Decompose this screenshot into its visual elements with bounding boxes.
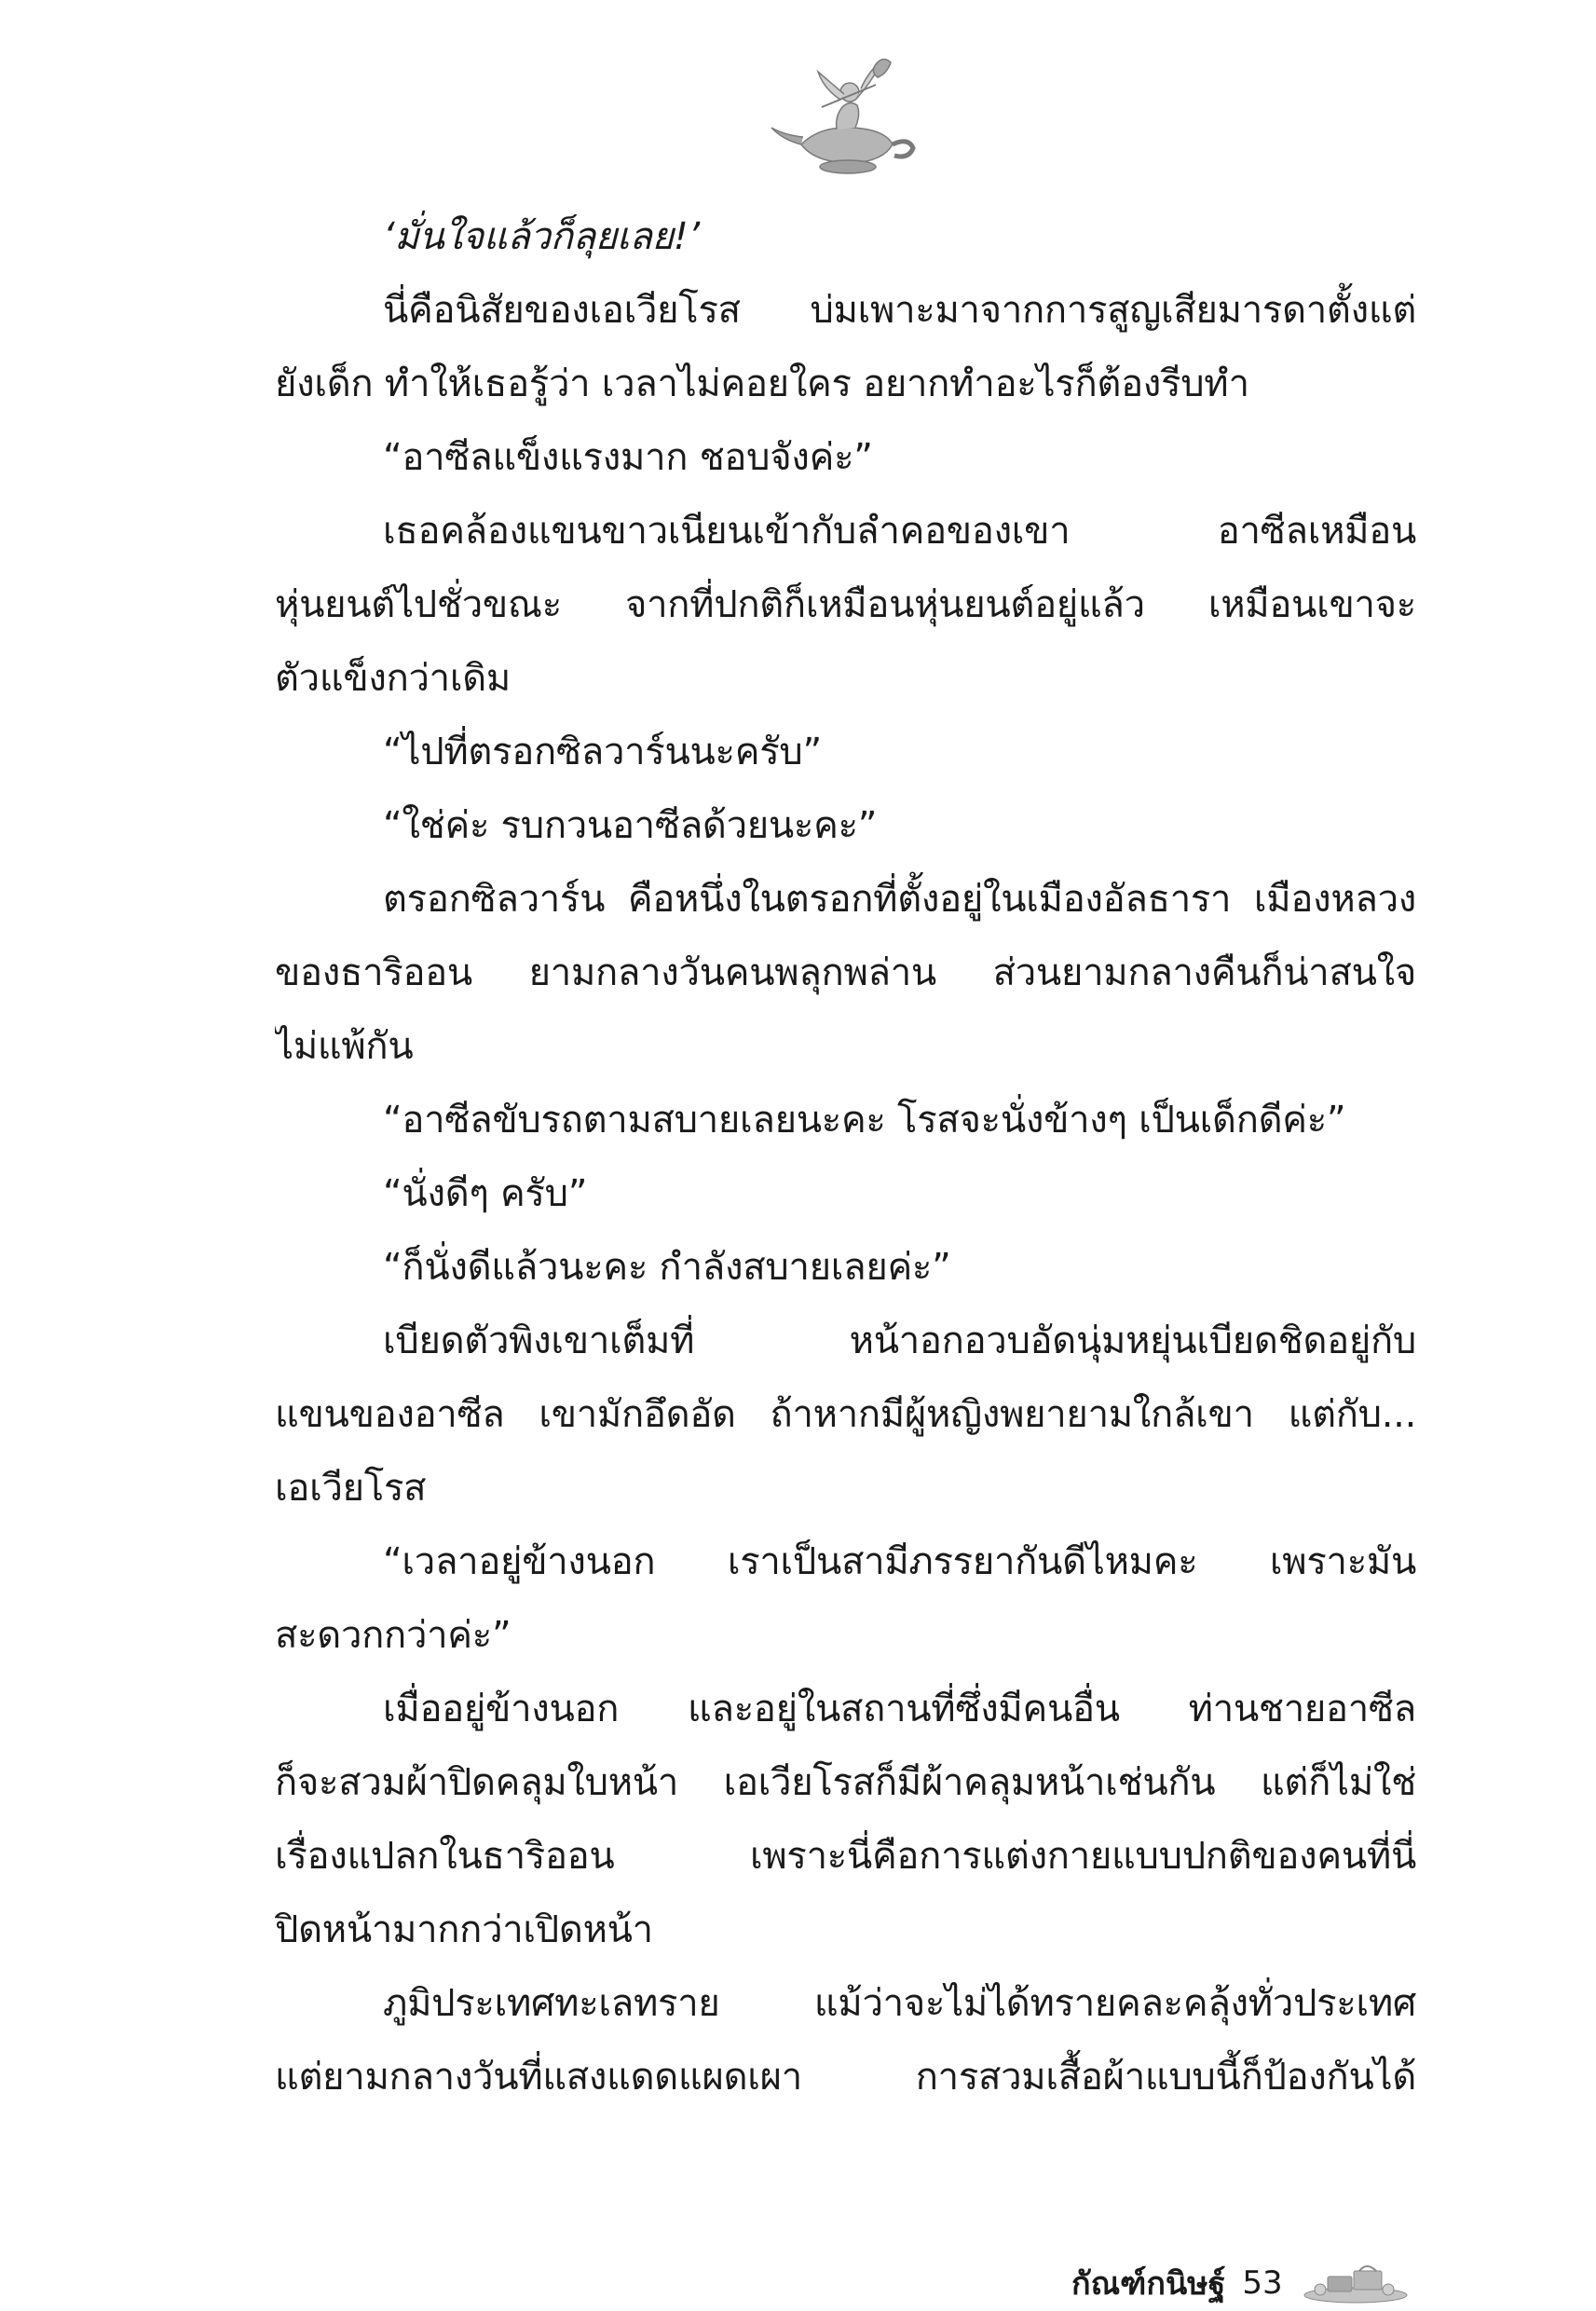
text-line: “ใช่ค่ะ รบกวนอาซีลด้วยนะคะ”	[383, 804, 878, 847]
text-line: สะดวกกว่าค่ะ”	[275, 1614, 512, 1657]
text-line: “ไปที่ตรอกซิลวาร์นนะครับ”	[383, 731, 822, 773]
text-line: “เวลาอยู่ข้างนอก เราเป็นสามีภรรยากันดีไหมคะ เพราะมัน	[383, 1540, 1416, 1583]
text-line: นี่คือนิสัยของเอเวียโรส บ่มเพาะมาจากการสูญเสียมารดาตั้งแต่	[383, 289, 1416, 332]
text-line: ‘มั่นใจแล้วก็ลุยเลย!’	[383, 215, 700, 258]
page-footer	[1071, 2260, 1412, 2306]
cupid-lamp-icon	[764, 51, 922, 177]
text-line: “นั่งดีๆ ครับ”	[383, 1172, 588, 1215]
text-line: “ก็นั่งดีแล้วนะคะ กำลังสบายเลยค่ะ”	[383, 1246, 951, 1289]
text-line: ภูมิประเทศทะเลทราย แม้ว่าจะไม่ได้ทรายคละคลุ้งทั่วประเทศ	[383, 1982, 1416, 2025]
text-line: แต่ยามกลางวันที่แสงแดดแผดเผา การสวมเสื้อผ้าแบบนี้ก็ป้องกันได้	[275, 2056, 1416, 2099]
text-line: เธอคล้องแขนขาวเนียนเข้ากับลำคอของเขา อาซีลเหมือน	[383, 510, 1416, 553]
text-line: ยังเด็ก ทำให้เธอรู้ว่า เวลาไม่คอยใคร อยากทำอะไรก็ต้องรีบทำ	[275, 362, 1249, 405]
text-line: ไม่แพ้กัน	[275, 1025, 414, 1068]
text-line: ตรอกซิลวาร์น คือหนึ่งในตรอกที่ตั้งอยู่ในเมืองอัลธารา เมืองหลวง	[383, 878, 1416, 921]
running-title: กัณฑ์กนิษฐ์	[1071, 2265, 1226, 2303]
text-line: ตัวแข็งกว่าเดิม	[275, 657, 511, 700]
text-line: เรื่องแปลกในธาริออน เพราะนี่คือการแต่งกายแบบปกติของคนที่นี่	[275, 1835, 1416, 1878]
text-line: “อาซีลแข็งแรงมาก ชอบจังค่ะ”	[383, 436, 873, 479]
text-line: เอเวียโรส	[275, 1467, 427, 1510]
text-line: ปิดหน้ามากกว่าเปิดหน้า	[275, 1908, 653, 1951]
text-line: ก็จะสวมผ้าปิดคลุมใบหน้า เอเวียโรสก็มีผ้าคลุมหน้าเช่นกัน แต่ก็ไม่ใช่	[275, 1761, 1416, 1804]
text-line: เมื่ออยู่ข้างนอก และอยู่ในสถานที่ซึ่งมีคนอื่น ท่านชายอาซีล	[383, 1688, 1416, 1730]
treasure-pile-icon	[1300, 2260, 1412, 2306]
text-line: ของธาริออน ยามกลางวันคนพลุกพล่าน ส่วนยามกลางคืนก็น่าสนใจ	[275, 951, 1416, 994]
text-line: “อาซีลขับรถตามสบายเลยนะคะ โรสจะนั่งข้างๆ เป็นเด็กดีค่ะ”	[383, 1099, 1346, 1142]
text-line: แขนของอาซีล เขามักอึดอัด ถ้าหากมีผู้หญิงพยายามใกล้เขา แต่กับ...	[275, 1393, 1416, 1436]
page-number: 53	[1242, 2264, 1283, 2302]
body-text	[275, 200, 1416, 2114]
text-line: เบียดตัวพิงเขาเต็มที่ หน้าอกอวบอัดนุ่มหยุ่นเบียดชิดอยู่กับ	[383, 1320, 1416, 1362]
text-line: หุ่นยนต์ไปชั่วขณะ จากที่ปกติก็เหมือนหุ่นยนต์อยู่แล้ว เหมือนเขาจะ	[275, 583, 1416, 626]
